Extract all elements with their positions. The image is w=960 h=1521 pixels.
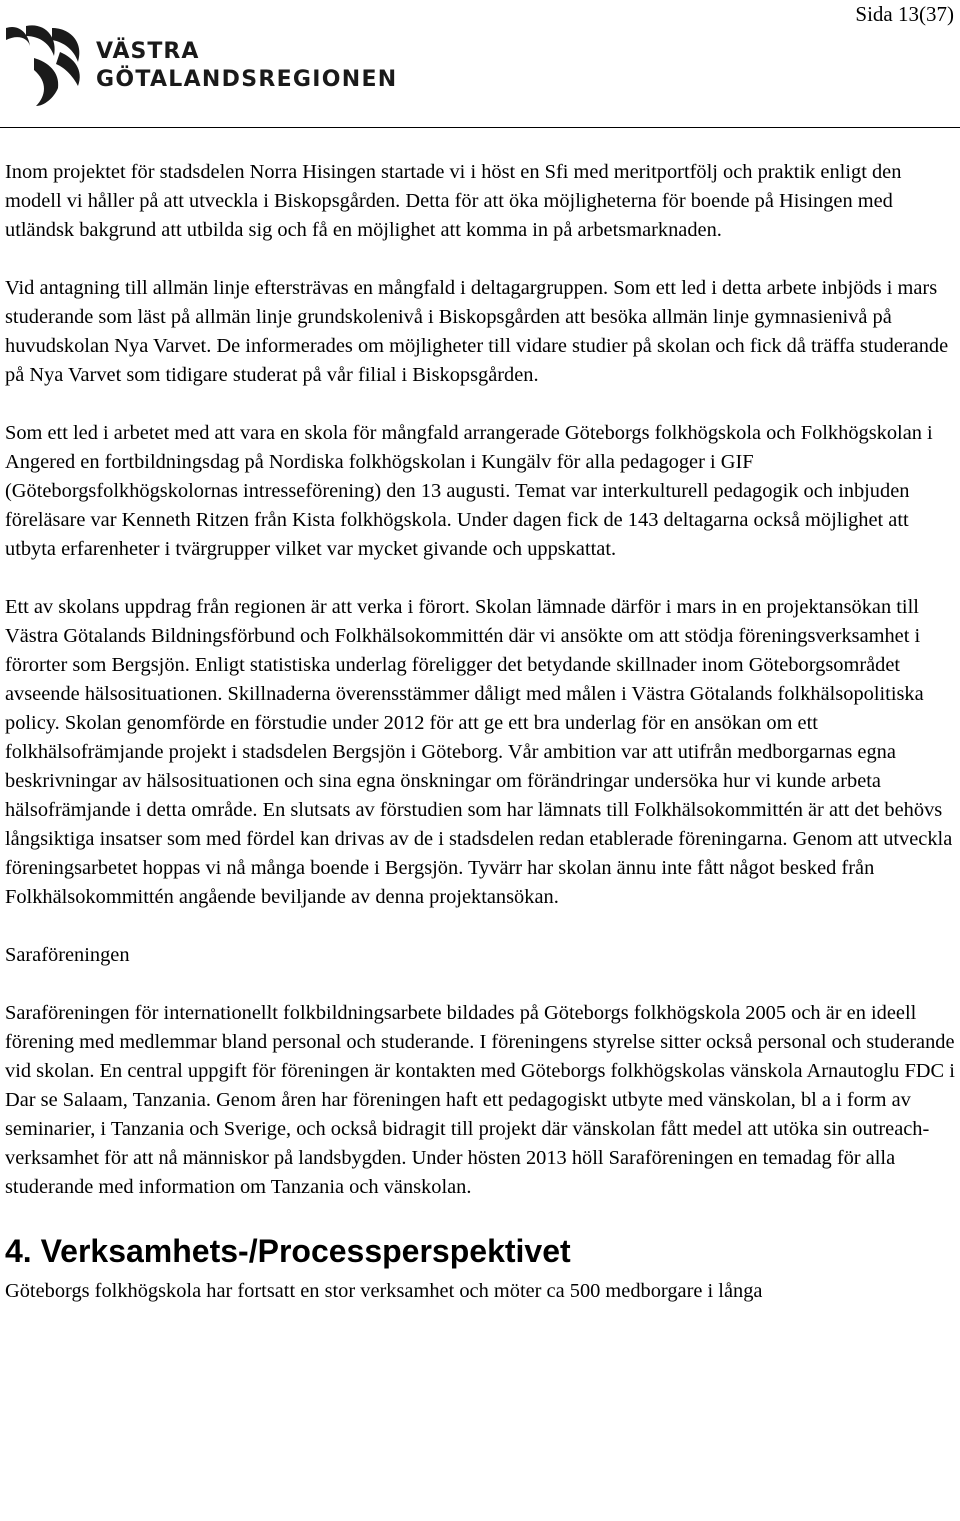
paragraph-admission-diversity: Vid antagning till allmän linje eftersträvas en mångfald i deltagargruppen. Som ett led i detta arbete inbjöds i mars studerande som läst på allmän linje grundskolenivå i Biskopsgården att besöka allmän linje gymnasienivå på huvudskolan Nya Varvet. De informerades om möjligheter till vidare studier på skolan och fick då träffa studerande på Nya Varvet som tidigare studerat på vår filial i Biskopsgården.	[5, 277, 949, 386]
header-divider	[0, 127, 960, 128]
section-heading: 4. Verksamhets-/Processperspektivet	[5, 1233, 571, 1269]
paragraph-training-day: Som ett led i arbetet med att vara en skola för mångfald arrangerade Göteborgs folkhögskola och Folkhögskolan i Angered en fortbildningsdag på Nordiska folkhögskolan i Kungälv för alla pedagoger i GIF (Göteborgsfolkhögskolornas intresseförening) den 13 augusti. Temat var interkulturell pedagogik och inbjuden föreläsare var Kenneth Ritzen från Kista folkhögskola. Under dagen fick de 143 deltagarna också möjlighet att utbyta erfarenheter i tvärgrupper vilket var mycket givande och uppskattat.	[5, 422, 933, 560]
logo-text-line1: VÄSTRA	[96, 39, 200, 64]
paragraph-sfi-hisingen: Inom projektet för stadsdelen Norra Hisingen startade vi i höst en Sfi med meritportfölj och praktik enligt den modell vi håller på att utveckla i Biskopsgården. Detta för att öka möjligheterna för boende på Hisingen med utländsk bakgrund att utbilda sig och få en möjlighet att komma in på arbetsmarknaden.	[5, 161, 902, 241]
section-label-saraforeningen: Saraföreningen	[5, 944, 130, 966]
paragraph-suburb-project: Ett av skolans uppdrag från regionen är att verka i förort. Skolan lämnade därför i mars in en projektansökan till Västra Götalands Bildningsförbund och Folkhälsokommittén där vi ansökte om att stödja föreningsverksamhet i förorter som Bergsjön. Enligt statistiska underlag föreligger det betydande skillnader inom Göteborgsområdet avseende hälsosituationen. Skillnaderna överensstämmer dåligt med målen i Västra Götalands folkhälsopolitiska policy. Skolan genomförde en förstudie under 2012 för att ge ett bra underlag för en ansökan om ett folkhälsofrämjande projekt i stadsdelen Bergsjön i Göteborg. Vår ambition var att utifrån medborgarnas egna beskrivningar av hälsosituationen och sina egna önskningar om förändringar undersöka hur vi kunde arbeta hälsofrämjande i detta område. En slutsats av förstudien som har lämnats till Folkhälsokommittén är att det behövs långsiktiga insatser som med fördel kan drivas av de i stadsdelen redan etablerade föreningarna. Genom att utveckla föreningsarbetet hoppas vi nå många boende i Bergsjön. Tyvärr har skolan ännu inte fått något besked från Folkhälsokommittén angående beviljande av denna projektansökan.	[5, 596, 953, 908]
paragraph-saraforeningen: Saraföreningen för internationellt folkbildningsarbete bildades på Göteborgs folkhögskola 2005 och är en ideell förening med medlemmar bland personal och studerande. I föreningens styrelse sitter också personal och studerande vid skolan. En central uppgift för föreningen är kontakten med Göteborgs folkhögskolas vänskola Arnautoglu FDC i Dar se Salaam, Tanzania. Genom åren har föreningen haft ett pedagogiskt utbyte med vänskolan, bl a i form av seminarier, i Tanzania och Sverige, och också bidragit till projekt där vänskolan fått medel att utöka sin outreach-verksamhet för att nå människor på landsbygden. Under hösten 2013 höll Saraföreningen en temadag för alla studerande med information om Tanzania och vänskolan.	[5, 1002, 955, 1198]
paragraph-final: Göteborgs folkhögskola har fortsatt en stor verksamhet och möter ca 500 medborgare i långa	[5, 1280, 763, 1302]
logo-text-line2: GÖTALANDSREGIONEN	[96, 67, 398, 92]
organization-logo	[4, 22, 398, 108]
page-number: Sida 13(37)	[855, 2, 954, 26]
vgr-swirl-logo-icon	[4, 22, 94, 108]
document-body	[5, 158, 955, 1306]
page-header	[0, 0, 960, 128]
